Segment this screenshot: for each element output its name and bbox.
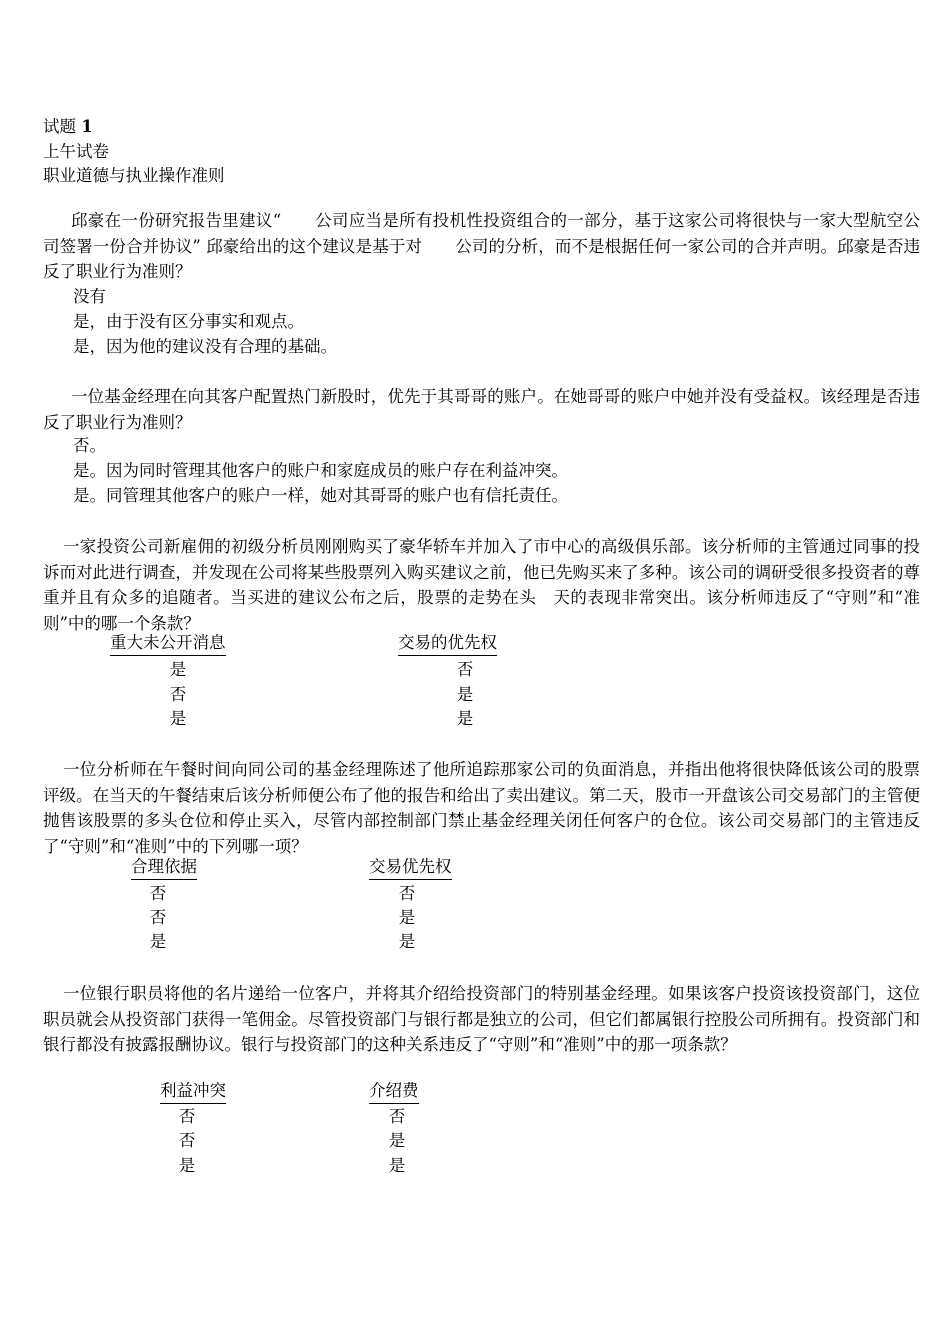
- question-4-text: 一位分析师在午餐时间向同公司的基金经理陈述了他所追踪那家公司的负面消息，并指出他将很快降低该公司的股票评级。在当天的午餐结束后该分析师便公布了他的报告和给出了卖出建议。第二天，股市一开盘该公司交易部门的主管便抛售该股票的多头仓位和停止买入，尽管内部控制部门禁止基金经理关闭任何客户的仓位。该公司交易部门的主管违反了“守则”和“准则”中的下列哪一项？: [43, 760, 920, 856]
- question-4-cell: 是: [149, 932, 167, 951]
- exam-session: 上午试卷: [43, 142, 109, 161]
- exam-title-number: 1: [81, 117, 93, 136]
- question-3-cell: 是: [456, 709, 474, 728]
- question-2-option-a: 否。: [73, 436, 106, 455]
- question-4-cell: 否: [149, 884, 167, 903]
- question-5-text: 一位银行职员将他的名片递给一位客户，并将其介绍给投资部门的特别基金经理。如果该客户投资该投资部门，这位职员就会从投资部门获得一笔佣金。尽管投资部门与银行都是独立的公司，但它们都属银行控股公司所拥有。投资部门和银行都没有披露报酬协议。银行与投资部门的这种关系违反了“守则”和“准则”中的那一项条款？: [43, 984, 920, 1054]
- question-5-cell: 是: [388, 1131, 406, 1150]
- question-4-cell: 是: [398, 908, 416, 927]
- question-4-cell: 否: [149, 908, 167, 927]
- exam-subject: 职业道德与执业操作准则: [43, 166, 225, 185]
- exam-title: [43, 115, 93, 139]
- question-5-cell: 是: [388, 1156, 406, 1175]
- question-5-cell: 否: [178, 1107, 196, 1126]
- question-3-header-2: 交易的优先权: [398, 632, 497, 656]
- question-1-text: 邱豪在一份研究报告里建议“ 公司应当是所有投机性投资组合的一部分，基于这家公司将很快与一家大型航空公司签署一份合并协议” 邱豪给出的这个建议是基于对 公司的分析，而不是根据任何一家公司的合并声明。邱豪是否违反了职业行为准则？: [43, 211, 920, 281]
- question-3-cell: 是: [456, 685, 474, 704]
- question-4-header-2: 交易优先权: [369, 856, 452, 880]
- question-3-cell: 是: [169, 660, 187, 679]
- question-2-text: 一位基金经理在向其客户配置热门新股时，优先于其哥哥的账户。在她哥哥的账户中她并没有受益权。该经理是否违反了职业行为准则？: [43, 387, 920, 432]
- question-4-header-1: 合理依据: [131, 856, 197, 880]
- question-3-cell: 是: [169, 709, 187, 728]
- question-5-cell: 否: [388, 1107, 406, 1126]
- question-1-option-b: 是，由于没有区分事实和观点。: [73, 312, 304, 331]
- question-3-header-1: 重大未公开消息: [110, 632, 226, 656]
- question-4-cell: 是: [398, 932, 416, 951]
- question-2-option-b: 是。因为同时管理其他客户的账户和家庭成员的账户存在利益冲突。: [73, 461, 568, 480]
- question-5-cell: 是: [178, 1156, 196, 1175]
- question-4-cell: 否: [398, 884, 416, 903]
- question-3-cell: 否: [456, 660, 474, 679]
- question-1-option-a: 没有: [73, 287, 106, 306]
- question-5-cell: 否: [178, 1131, 196, 1150]
- question-1-option-c: 是，因为他的建议没有合理的基础。: [73, 337, 337, 356]
- question-3-cell: 否: [169, 685, 187, 704]
- question-5-header-2: 介绍费: [369, 1080, 419, 1104]
- question-3-text: 一家投资公司新雇佣的初级分析员刚刚购买了豪华轿车并加入了市中心的高级俱乐部。该分析师的主管通过同事的投诉而对此进行调查，并发现在公司将某些股票列入购买建议之前，他已先购买来了多种。该公司的调研受很多投资者的尊重并且有众多的追随者。当买进的建议公布之后，股票的走势在头 天的表现非常突出。该分析师违反了“守则”和“准则”中的哪一个条款？: [43, 537, 920, 633]
- exam-title-prefix: 试题: [43, 117, 76, 136]
- question-2-option-c: 是。同管理其他客户的账户一样，她对其哥哥的账户也有信托责任。: [73, 486, 568, 505]
- question-5-header-1: 利益冲突: [160, 1080, 226, 1104]
